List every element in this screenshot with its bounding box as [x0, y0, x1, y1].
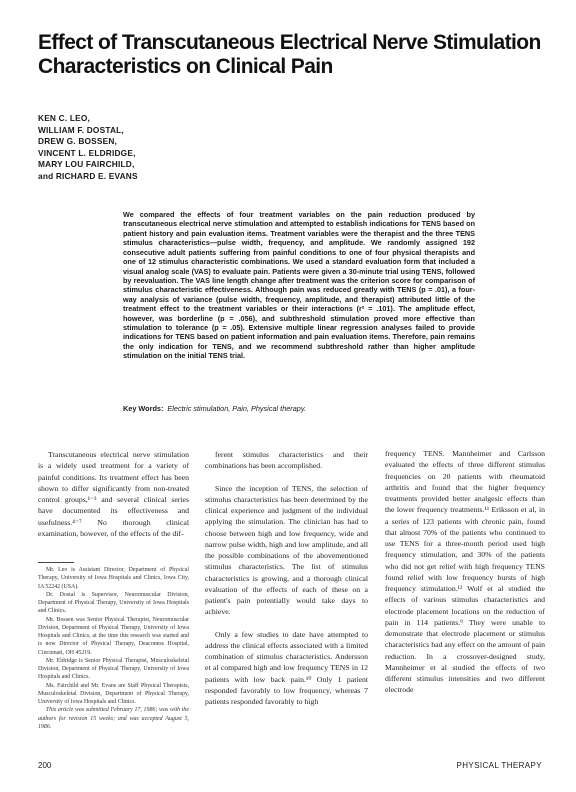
footnote: Mr. Leo is Assistant Director, Department of Physical Therapy, University of Iowa Hospitals and Clinics, Iowa City, IA 52242 (USA).	[38, 567, 189, 590]
author-name: WILLIAM F. DOSTAL,	[38, 124, 124, 135]
author-list	[38, 113, 238, 183]
body-paragraph: frequency TENS. Mannheimer and Carlsson evaluated the effects of three different stimulus frequencies on 20 patients with rheumatoid arthritis and found that the higher frequency treatments provided better analgesic effects than the lower frequency treatments.¹¹ Eriksson et al, in a series of 123 patients with chronic pain, found that almost 70% of the patients who continued to use TENS for a three-month period used high frequency stimulation, and 30% of the patients who did not get relief with high frequency TENS found relief with low frequency bursts of high frequency stimulation.¹² Wolf et al studied the effects of various stimulus characteristics and electrode placement locations on the reduction of pain in 114 patients.⁹ They were unable to demonstrate that electrode placement or stimulus characteristics had any effect on the amount of pain reduction. In a crossover-designed study, Mannheimer et al studied the effects of two different stimulus intensities and two different electrode	[385, 449, 545, 695]
body-paragraph: Only a few studies to date have attempted to address the clinical effects associated with a limited combination of stimulus characteristics. Andersson et al compared high and low frequency TENS in 12 patients with low back pain.¹⁰ Only 1 patient responded favorably to low frequency, whereas 7 patients responded favorably to high	[205, 629, 368, 706]
article-title: Effect of Transcutaneous Electrical Nerve Stimulation Characteristics on Clinical Pain	[38, 31, 541, 78]
author-name: DREW G. BOSSEN,	[38, 136, 118, 147]
footnote-submission: This article was submitted February 17, 1986; was with the authors for revision 15 weeks; and was accepted August 5, 1986.	[38, 707, 189, 730]
keywords-label: Key Words:	[123, 404, 164, 413]
body-column-3	[385, 448, 545, 696]
footnote: Mr. Eldridge is Senior Physical Therapist, Musculoskeletal Division, Department of Physical Therapy, University of Iowa Hospitals and Clinics.	[38, 657, 189, 681]
keywords-text: Electric stimulation, Pain, Physical therapy.	[167, 404, 306, 413]
footnote: Dr. Dostal is Supervisor, Neuromuscular Division, Department of Physical Therapy, University of Iowa Hospitals and Clinics.	[38, 591, 189, 615]
body-paragraph: Transcutaneous electrical nerve stimulation is a widely used treatment for a variety of painful conditions. Its treatment effect has been shown to differ significantly from non-treated control groups,¹⁻³ and several clinical series have documented its effectiveness and usefulness.⁴⁻⁷ No thorough clinical examination, however, of the effects of the dif-	[38, 450, 189, 538]
body-paragraph: ferent stimulus characteristics and their combinations has been accomplished.	[205, 450, 368, 471]
author-name: and RICHARD E. EVANS	[38, 170, 138, 181]
body-paragraph: Since the inception of TENS, the selection of stimulus characteristics has been determined by the clinical experience and judgment of the individual applying the stimulation. The clinician has had to choose between high and low frequency, wide and narrow pulse width, high and low amplitude, and all the possible combinations of the abovementioned stimulus characteristics. The list of stimulus characteristics is growing, and a thorough clinical evaluation of the effects of each of these on a patient's pain potentially would take days to achieve.	[205, 483, 368, 617]
journal-name: PHYSICAL THERAPY	[456, 761, 542, 770]
body-column-2	[205, 449, 368, 707]
footnote-divider	[38, 562, 74, 563]
page-number: 200	[38, 761, 52, 770]
author-name: KEN C. LEO,	[38, 113, 90, 123]
author-affiliations	[38, 566, 189, 731]
abstract: We compared the effects of four treatment variables on the pain reduction produced by transcutaneous electrical nerve stimulation and attempted to establish indications for TENS based on patient history and pain evaluation items. Treatment variables were the therapist and the three TENS stimulus characteristics—pulse width, frequency, and amplitude. We randomly assigned 192 consecutive adult patients suffering from painful conditions to one of four physical therapists and one of 12 stimulus characteristic combinations. We used a standard evaluation form that included a visual analog scale (VAS) to evaluate pain. Patients were given a 30-minute trial using TENS, followed by reevaluation. The VAS line length change after treatment was the criterion score for comparison of stimulus characteristic effectiveness. Although pain was reduced greatly with TENS (p = .01), a four-way analysis of variance (pulse width, frequency, amplitude, and therapist) attributed little of the treatment effect to the treatment variables or their interactions (r² = .101). The amplitude effect, however, was borderline (p = .056), and subthreshold stimulation proved more effective than stimulation to tolerance (p = .05). Extensive multiple linear regression analyses failed to provide indications for TENS based on patient information and pain evaluation items. Therefore, pain remains the only indication for TENS, and we recommend subthreshold rather than higher amplitude stimulation on the initial TENS trial.	[123, 210, 475, 361]
footnote: Ms. Fairchild and Mr. Evans are Staff Physical Therapists, Musculoskeletal Division, Department of Physical Therapy, University of Iowa Hospitals and Clinics.	[38, 682, 189, 705]
keywords	[123, 404, 475, 413]
body-column-1	[38, 449, 189, 539]
footnote: Mr. Bossen was Senior Physical Therapist, Neuromuscular Division, Department of Physical Therapy, University of Iowa Hospitals and Clinics, at the time this research was started and is now Director of Physical Therapy, Deaconess Hospital, Cincinnati, OH 45219.	[38, 616, 189, 656]
author-name: VINCENT L. ELDRIDGE,	[38, 147, 136, 158]
author-name: MARY LOU FAIRCHILD,	[38, 159, 135, 170]
